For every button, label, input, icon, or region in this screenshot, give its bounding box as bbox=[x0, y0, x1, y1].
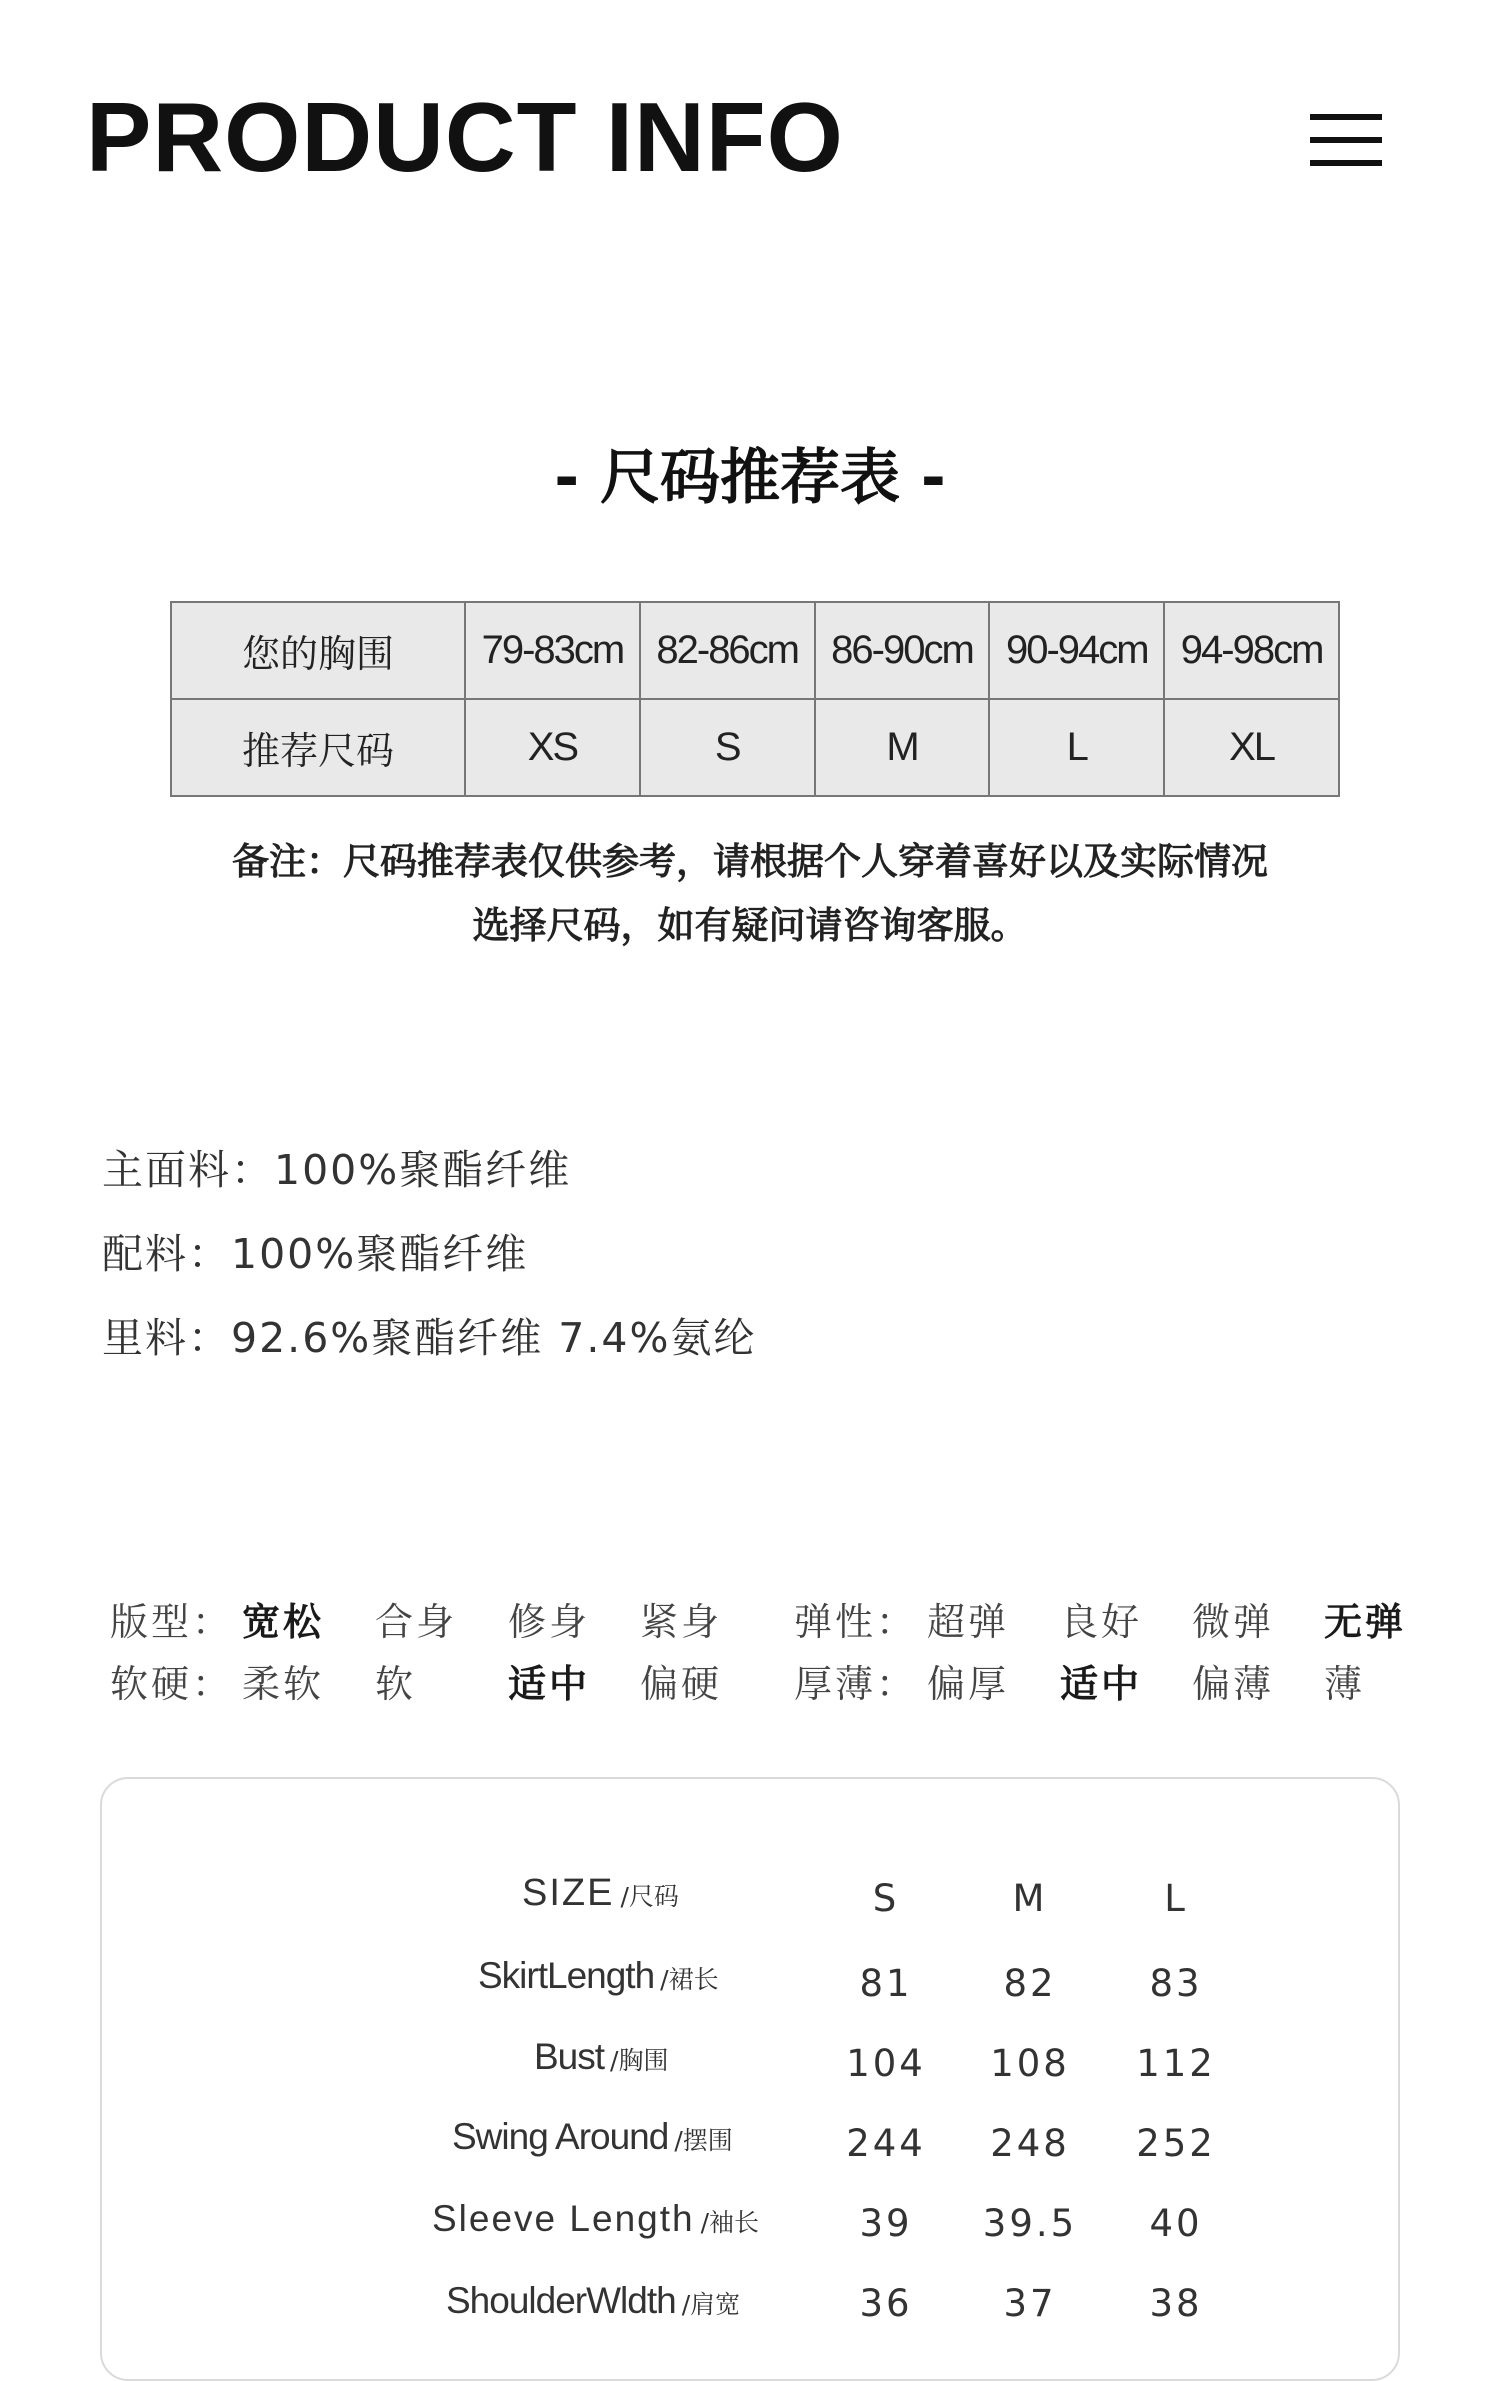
thickness-option: 适中 bbox=[1060, 1662, 1143, 1706]
table-cell: 82-86cm bbox=[640, 602, 815, 699]
label-cn: /袖长 bbox=[700, 2208, 760, 2237]
table-cell: 94-98cm bbox=[1164, 602, 1339, 699]
size-column-header: S bbox=[872, 1877, 900, 1920]
fit-option: 宽松 bbox=[242, 1600, 325, 1644]
measure-label bbox=[534, 2038, 668, 2075]
fit-label: 版型： bbox=[110, 1600, 234, 1644]
label-en: SIZE bbox=[522, 1872, 615, 1914]
measure-value: 40 bbox=[1149, 2202, 1203, 2245]
page-title: PRODUCT INFO bbox=[86, 82, 844, 192]
label-en: Sleeve Length bbox=[432, 2198, 695, 2239]
elasticity-option: 良好 bbox=[1060, 1600, 1143, 1644]
measure-label bbox=[478, 1957, 719, 1994]
measure-value: 37 bbox=[1003, 2282, 1057, 2325]
label-en: Bust bbox=[534, 2036, 605, 2077]
elasticity-label: 弹性： bbox=[794, 1600, 918, 1644]
table-row bbox=[171, 602, 1339, 699]
measure-value: 108 bbox=[990, 2042, 1070, 2085]
measure-value: 39 bbox=[859, 2202, 913, 2245]
table-cell: XS bbox=[465, 699, 640, 796]
table-cell: S bbox=[640, 699, 815, 796]
measure-value: 82 bbox=[1003, 1962, 1057, 2005]
hamburger-menu-icon[interactable] bbox=[1310, 110, 1382, 168]
label-en: ShoulderWldth bbox=[446, 2280, 676, 2321]
table-cell: 79-83cm bbox=[465, 602, 640, 699]
fit-option: 合身 bbox=[375, 1600, 458, 1644]
label-cn: /胸围 bbox=[610, 2046, 669, 2075]
label-en: SkirtLength bbox=[478, 1955, 655, 1996]
label-cn: /尺码 bbox=[620, 1882, 679, 1911]
measure-value: 39.5 bbox=[982, 2202, 1078, 2245]
material-main: 主面料：100%聚酯纤维 bbox=[102, 1146, 572, 1194]
measure-value: 83 bbox=[1149, 1962, 1203, 2005]
size-recommendation-table bbox=[170, 601, 1340, 797]
elasticity-option: 无弹 bbox=[1324, 1600, 1407, 1644]
measure-value: 36 bbox=[859, 2282, 913, 2325]
measure-value: 244 bbox=[846, 2122, 926, 2165]
table-cell: XL bbox=[1164, 699, 1339, 796]
row-header: 您的胸围 bbox=[171, 602, 465, 699]
menu-bar bbox=[1310, 114, 1382, 120]
measure-value: 104 bbox=[846, 2042, 926, 2085]
elasticity-option: 微弹 bbox=[1192, 1600, 1275, 1644]
note-line: 备注：尺码推荐表仅供参考，请根据个人穿着喜好以及实际情况 bbox=[232, 840, 1268, 883]
table-cell: M bbox=[815, 699, 990, 796]
label-en: Swing Around bbox=[452, 2116, 669, 2157]
size-chart-title: - 尺码推荐表 - bbox=[554, 443, 946, 513]
softness-option: 适中 bbox=[508, 1662, 591, 1706]
thickness-option: 薄 bbox=[1324, 1662, 1366, 1706]
menu-bar bbox=[1310, 160, 1382, 166]
softness-option: 软 bbox=[375, 1662, 417, 1706]
measure-label bbox=[452, 2118, 733, 2155]
table-cell: 86-90cm bbox=[815, 602, 990, 699]
fit-option: 紧身 bbox=[640, 1600, 723, 1644]
measure-label bbox=[446, 2282, 740, 2319]
measure-value: 112 bbox=[1136, 2042, 1216, 2085]
measure-value: 81 bbox=[859, 1962, 913, 2005]
size-column-header: L bbox=[1164, 1877, 1188, 1920]
thickness-label: 厚薄： bbox=[794, 1662, 918, 1706]
material-trim: 配料：100%聚酯纤维 bbox=[102, 1230, 529, 1278]
label-cn: /肩宽 bbox=[681, 2290, 741, 2319]
menu-bar bbox=[1310, 137, 1382, 143]
measure-value: 252 bbox=[1136, 2122, 1216, 2165]
softness-option: 柔软 bbox=[242, 1662, 325, 1706]
size-header-label bbox=[522, 1874, 679, 1912]
table-cell: 90-94cm bbox=[989, 602, 1164, 699]
measure-value: 38 bbox=[1149, 2282, 1203, 2325]
label-cn: /摆围 bbox=[674, 2126, 733, 2155]
table-row bbox=[171, 699, 1339, 796]
measure-value: 248 bbox=[990, 2122, 1070, 2165]
thickness-option: 偏薄 bbox=[1192, 1662, 1275, 1706]
softness-option: 偏硬 bbox=[640, 1662, 723, 1706]
label-cn: /裙长 bbox=[660, 1965, 719, 1994]
size-column-header: M bbox=[1012, 1877, 1048, 1920]
note-line: 选择尺码，如有疑问请咨询客服。 bbox=[472, 904, 1028, 947]
size-chart-note bbox=[0, 830, 1500, 958]
thickness-option: 偏厚 bbox=[927, 1662, 1010, 1706]
row-header: 推荐尺码 bbox=[171, 699, 465, 796]
material-lining: 里料：92.6%聚酯纤维 7.4%氨纶 bbox=[102, 1314, 757, 1362]
softness-label: 软硬： bbox=[110, 1662, 234, 1706]
table-cell: L bbox=[989, 699, 1164, 796]
elasticity-option: 超弹 bbox=[927, 1600, 1010, 1644]
fit-option: 修身 bbox=[508, 1600, 591, 1644]
measure-label bbox=[432, 2200, 759, 2237]
